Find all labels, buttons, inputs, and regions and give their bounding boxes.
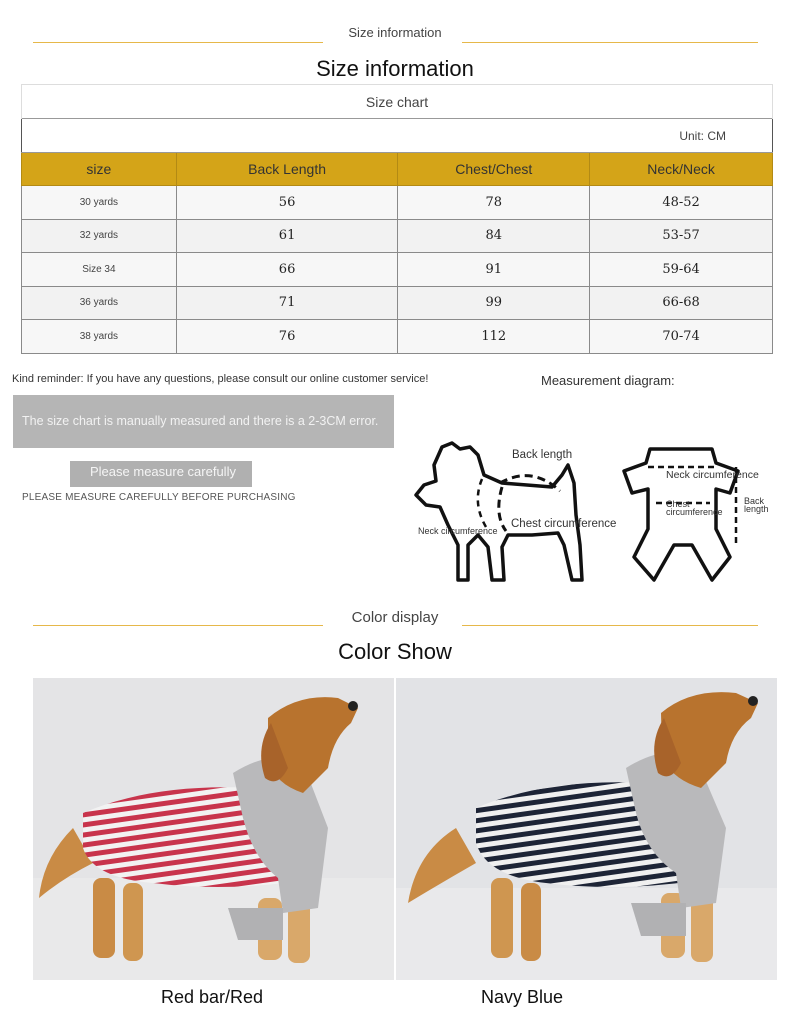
color-photo-navy[interactable] <box>396 678 777 980</box>
table-row <box>22 286 773 320</box>
label-chest-circumference-garment: Chest circumference <box>666 499 723 517</box>
dog-red-hoodie-image <box>33 678 394 980</box>
header-back-length: Back Length <box>176 153 398 186</box>
cell-size: 36 yards <box>22 286 177 320</box>
cell-size: 32 yards <box>22 219 177 253</box>
chest-circumference-dash <box>499 487 506 531</box>
size-chart-title: Size chart <box>22 85 773 119</box>
cell-chest: 99 <box>398 286 590 320</box>
unit-label: Unit: CM <box>22 119 773 153</box>
cell-back-length: 56 <box>176 186 398 220</box>
neck-circumference-dash <box>478 479 486 527</box>
measurement-diagram-title: Measurement diagram: <box>541 373 675 388</box>
cell-size: Size 34 <box>22 253 177 287</box>
cell-back-length: 66 <box>176 253 398 287</box>
caption-red: Red bar/Red <box>161 987 264 1007</box>
cell-chest: 91 <box>398 253 590 287</box>
table-body <box>22 186 773 354</box>
header-chest: Chest/Chest <box>398 153 590 186</box>
cell-neck: 48-52 <box>590 186 773 220</box>
divider-left <box>33 42 323 43</box>
dog-silhouette-icon <box>416 443 582 580</box>
cell-back-length: 76 <box>176 320 398 354</box>
cell-neck: 66-68 <box>590 286 773 320</box>
cell-back-length: 61 <box>176 219 398 253</box>
table-row <box>22 320 773 354</box>
measure-carefully-banner: Please measure carefully <box>70 461 252 487</box>
measurement-diagram <box>412 435 782 585</box>
divider-right <box>462 42 758 43</box>
caption-navy: Navy Blue <box>481 987 564 1007</box>
section-title: Size information <box>316 56 474 81</box>
cell-chest: 78 <box>398 186 590 220</box>
table-row <box>22 253 773 287</box>
cell-neck: 59-64 <box>590 253 773 287</box>
label-back-length-garment: Back length <box>744 496 769 514</box>
kind-reminder-text: Kind reminder: If you have any questions, please consult our online customer service! <box>12 373 429 385</box>
cell-size: 38 yards <box>22 320 177 354</box>
section-title: Color Show <box>338 639 452 664</box>
cell-neck: 53-57 <box>590 219 773 253</box>
label-neck-circumference: Neck circumference <box>418 526 498 536</box>
error-notice-banner: The size chart is manually measured and there is a 2-3CM error. <box>13 395 394 448</box>
cell-size: 30 yards <box>22 186 177 220</box>
header-size: size <box>22 153 177 186</box>
label-back-length: Back length <box>512 449 573 461</box>
section-small-title: Size information <box>348 25 442 40</box>
table-row <box>22 186 773 220</box>
cell-neck: 70-74 <box>590 320 773 354</box>
color-photo-red[interactable] <box>33 678 394 980</box>
measure-before-purchasing-text: PLEASE MEASURE CAREFULLY BEFORE PURCHASING <box>22 492 296 503</box>
section-small-title: Color display <box>351 609 439 626</box>
header-neck: Neck/Neck <box>590 153 773 186</box>
size-chart-table <box>21 84 773 354</box>
label-chest-circumference: Chest circumference <box>511 518 617 530</box>
cell-chest: 112 <box>398 320 590 354</box>
dog-navy-hoodie-image <box>396 678 777 980</box>
cell-back-length: 71 <box>176 286 398 320</box>
cell-chest: 84 <box>398 219 590 253</box>
table-row <box>22 219 773 253</box>
table-header-row <box>22 153 773 186</box>
label-neck-circumference-garment: Neck circumference <box>666 469 759 481</box>
